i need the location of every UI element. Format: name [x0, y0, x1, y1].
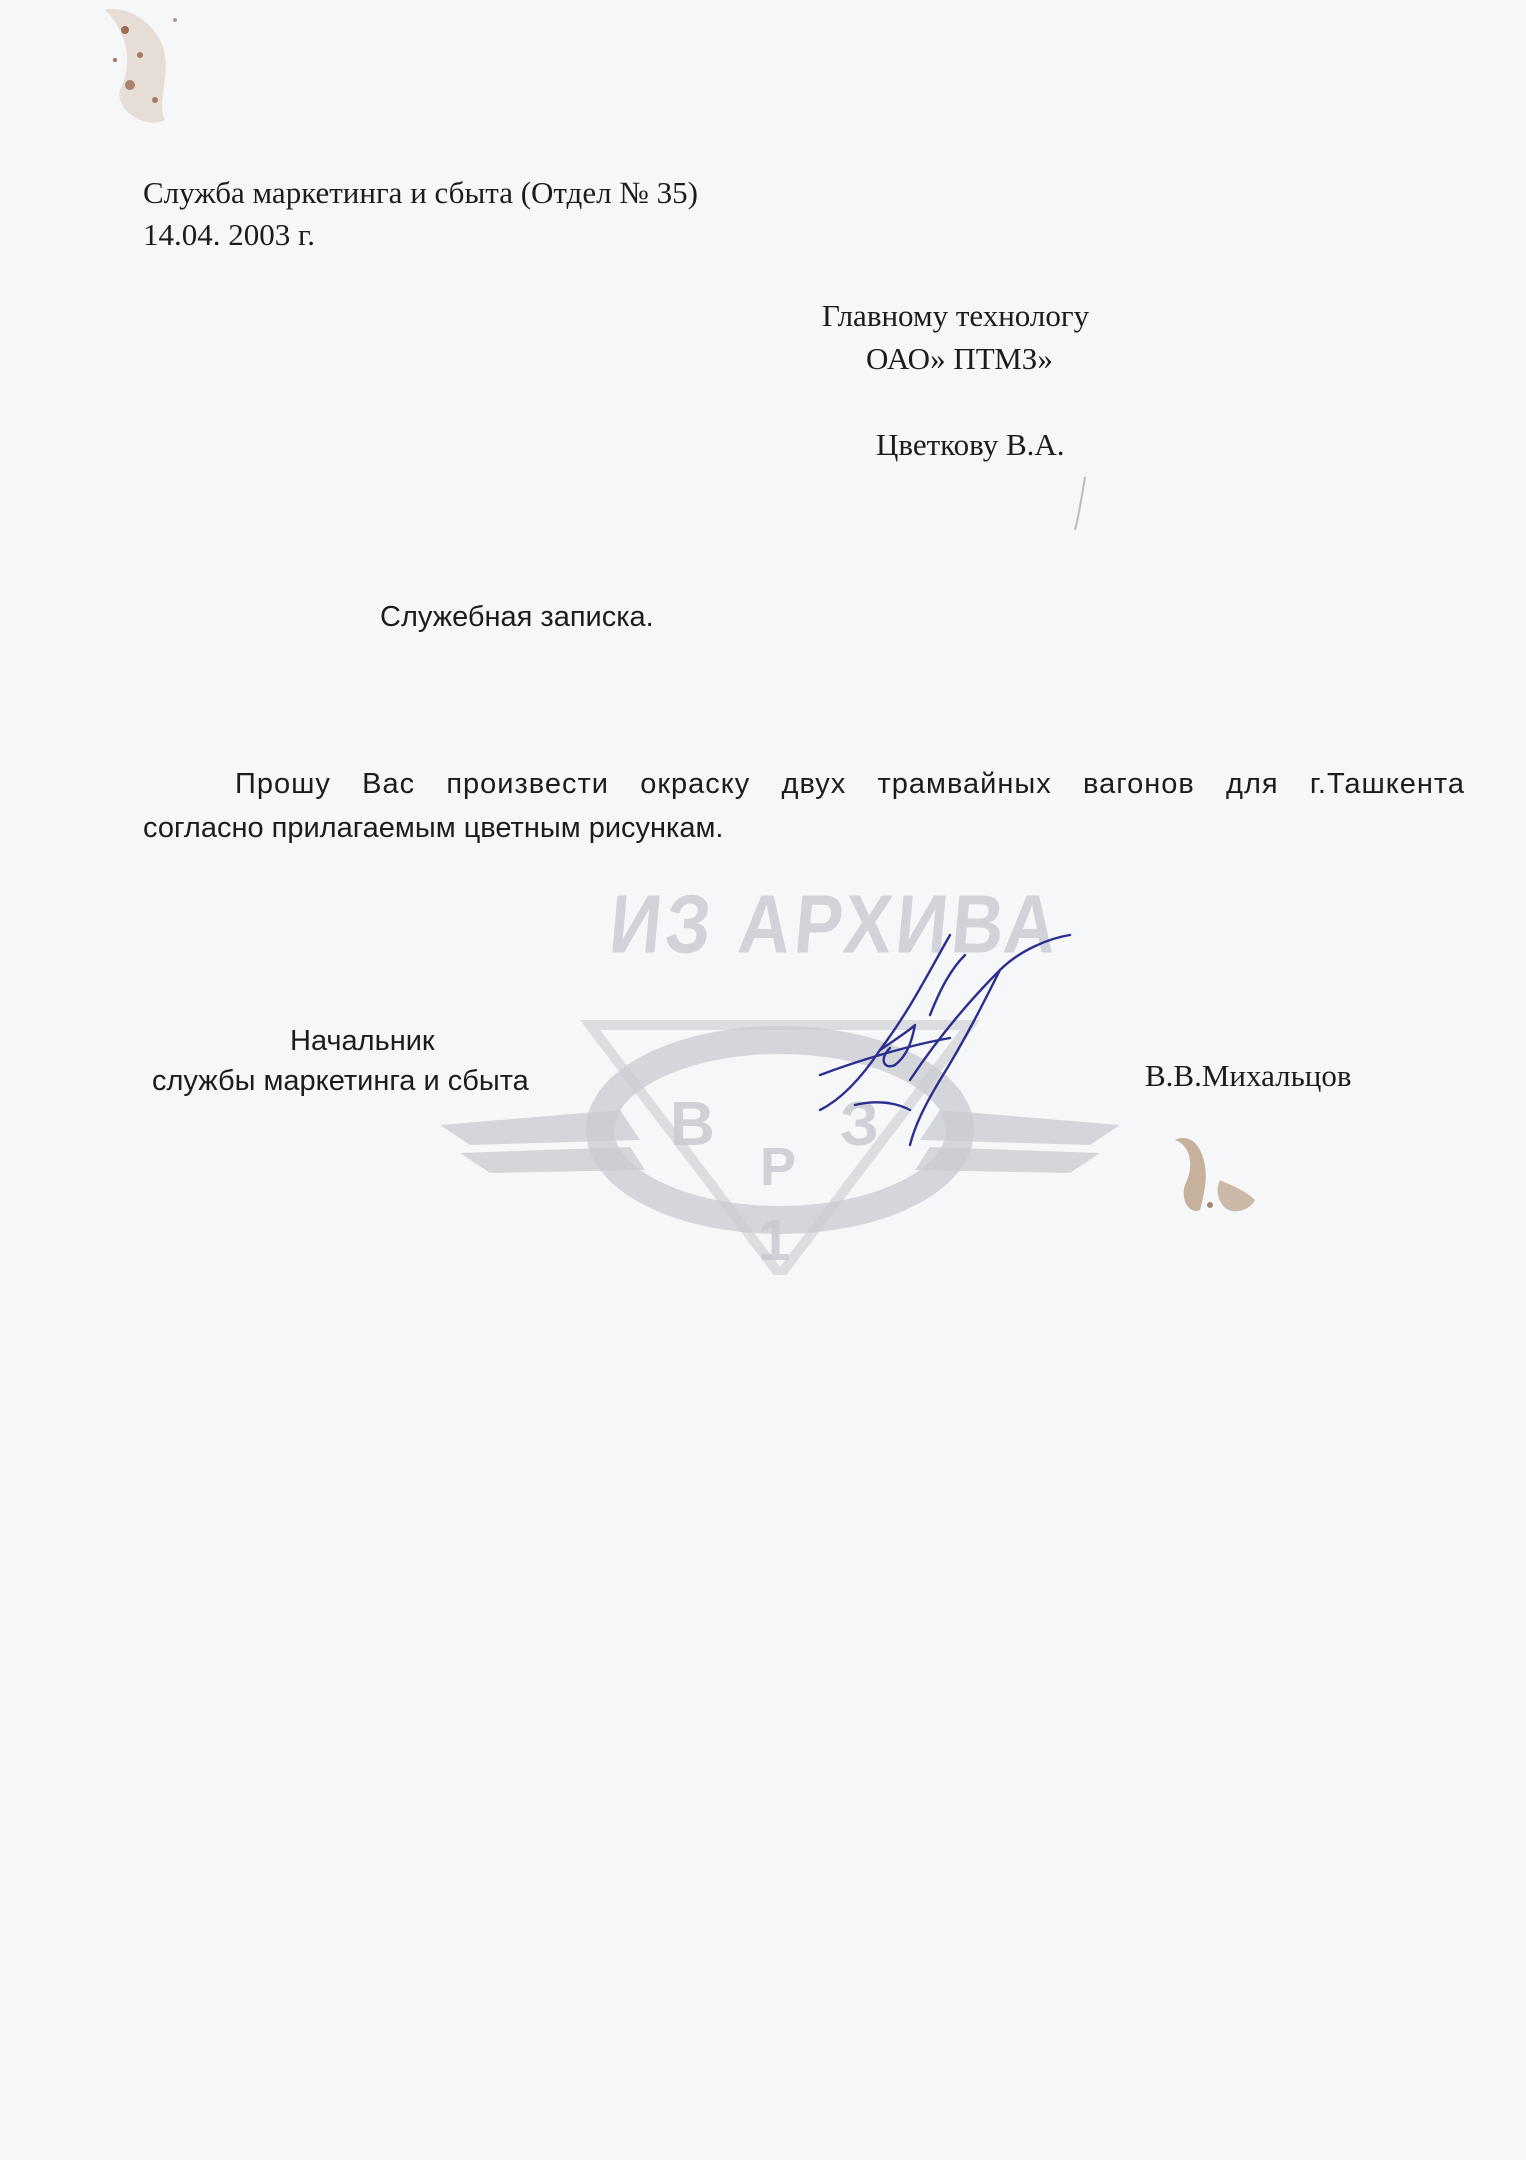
watermark-letter-r: Р	[760, 1137, 797, 1197]
scan-mark	[1070, 475, 1090, 535]
addressee-organization: ОАО» ПТМЗ»	[866, 341, 1053, 376]
body-line-1: Прошу Вас произвести окраску двух трамвайных вагонов для г.Ташкента	[235, 768, 1465, 800]
signer-position-line-1: Начальник	[290, 1025, 435, 1057]
document-date: 14.04. 2003 г.	[143, 217, 315, 252]
signer-position-line-2: службы маркетинга и сбыта	[152, 1065, 529, 1097]
watermark-letter-z: З	[840, 1090, 879, 1159]
watermark-number: 1	[758, 1208, 791, 1273]
addressee-name: Цветкову В.А.	[876, 427, 1065, 462]
coffee-stain-top-left	[85, 0, 205, 140]
document-title: Служебная записка.	[380, 601, 654, 633]
watermark-heading: ИЗ АРХИВА	[605, 879, 1065, 971]
handwritten-signature	[800, 930, 1080, 1155]
addressee-position: Главному технологу	[822, 298, 1090, 333]
department-header: Служба маркетинга и сбыта (Отдел № 35)	[143, 175, 698, 210]
body-line-2: согласно прилагаемым цветным рисункам.	[143, 812, 724, 844]
document-body	[143, 762, 1465, 850]
watermark-letter-v: В	[670, 1090, 715, 1159]
signer-name: В.В.Михальцов	[1145, 1058, 1352, 1093]
coffee-stain-right	[1160, 1130, 1270, 1230]
